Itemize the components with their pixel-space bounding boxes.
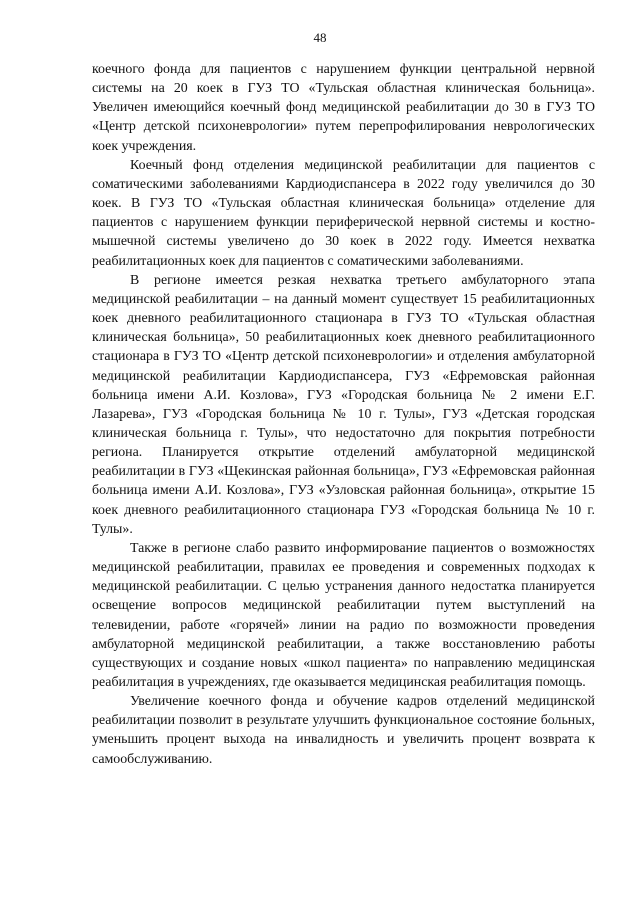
paragraph: Увеличение коечного фонда и обучение кадров отделений медицинской реабилитации позволит в результате улучшить функциональное состояние больных, уменьшить процент выхода на инвалидность и увеличить процент возврата к самообслуживанию. (92, 694, 595, 767)
paragraph: Также в регионе слабо развито информирование пациентов о возможностях медицинской реабилитации, правилах ее проведения и современных подходах к медицинской реабилитации. С целью устранения данного недостатка планируется освещение вопросов медицинской реабилитации путем выступлений на телевидении, работе «горячей» линии на радио по возможности проведения амбулаторной медицинской реабилитации, а также восстановлению работы существующих и создание новых «школ пациента» по направлению медицинская реабилитация в учреждениях, где оказывается медицинская реабилитация помощь. (92, 540, 595, 690)
page-number: 48 (313, 30, 327, 45)
paragraph-continuation: коечного фонда для пациентов с нарушением функции центральной нервной системы на 20 коек в ГУЗ ТО «Тульская областная клиническая больница». Увеличен имеющийся коечный фонд медицинской реабилитации до 30 в ГУЗ ТО «Центр детской психоневрологии» путем перепрофилирования неврологических коек учреждения. (92, 62, 595, 154)
document-body (92, 60, 595, 769)
paragraph: В регионе имеется резкая нехватка третьего амбулаторного этапа медицинской реабилитации – на данный момент существует 15 реабилитационных коек дневного реабилитационного стационара в ГУЗ ТО «Тульская областная клиническая больница», 50 реабилитационных коек дневного реабилитационного стационара в ГУЗ ТО «Центр детской психоневрологии» и отделения амбулаторной медицинской реабилитации Кардиодиспансера, ГУЗ «Ефремовская районная больница имени А.И. Козлова», ГУЗ «Городская больница № 2 имени Е.Г. Лазарева», ГУЗ «Городская больница № 10 г. Тулы», ГУЗ «Детская городская клиническая больница г. Тулы», что недостаточно для покрытия потребности региона. Планируется открытие отделений амбулаторной медицинской реабилитации в ГУЗ «Щекинская районная больница», ГУЗ «Ефремовская районная больница имени А.И. Козлова», ГУЗ «Узловская районная больница», открытие 15 коек дневного реабилитационного стационара ГУЗ «Городская больница № 10 г. Тулы». (92, 272, 595, 537)
paragraph: Коечный фонд отделения медицинской реабилитации для пациентов с соматическими заболеваниями Кардиодиспансера в 2022 году увеличился до 30 коек. В ГУЗ ТО «Тульская областная клиническая больница» отделение для пациентов с нарушением функции периферической нервной системы и костно-мышечной системы увеличено до 30 коек в 2022 году. Имеется нехватка реабилитационных коек для пациентов с соматическими заболеваниями. (92, 157, 595, 269)
